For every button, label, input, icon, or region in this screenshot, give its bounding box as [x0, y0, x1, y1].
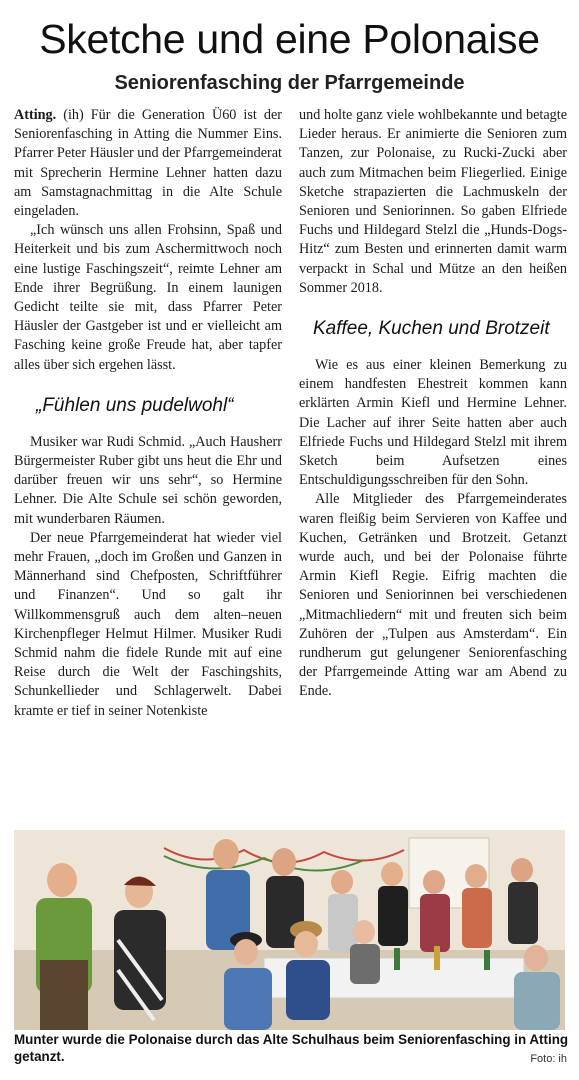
greeting-paragraph: „Ich wünsch uns allen Frohsinn, Spaß und Heiterkeit und bis zum Aschermittwoch noch eine lustige Faschingszeit“, reimte Lehner am Ende ihrer Begrüßung. In einem launigen Gedicht teilte sie mit, dass Pfarrer Peter Häusler der Gastgeber ist und er vielleicht am Fasching keine große Freude hat, aber tapfer alles über sich ergehen lässt. — [14, 222, 282, 373]
section-heading-pudelwohl: „Fühlen uns pudelwohl“ — [36, 394, 234, 416]
continuation-paragraph: und holte ganz viele wohlbekannte und betagte Lieder heraus. Er animierte die Senioren zum Tanzen, zur Polonaise, zu Rucki-Zucki aber auch zum Mitmachen beim Fliegerlied. Einige Sketche strapazierten die Lachmuskeln der Senioren und Seniorinnen. So gaben Elfriede Fuchs und Hildegard Stelzl die „Hunds-Dogs-Hitz“ zum Besten und erinnerten damit warm verpackt in Schal und Mütze an den heißen Sommer 2018. — [299, 107, 567, 296]
photo-caption: Munter wurde die Polonaise durch das Alte Schulhaus beim Seniorenfasching in Atting getanzt. — [14, 1032, 569, 1064]
intro-paragraph — [14, 106, 282, 221]
sketch-paragraph: Wie es aus einer kleinen Bemerkung zu einem handfesten Ehestreit kommen kann erklärten Armin Kiefl und Hermine Lehner. Die Lacher auf ihrer Seite hatten aber auch Elfriede Fuchs und Hildegard Stelzl mit ihrem Sketch beim Aufsetzen eines Entschuldigungsschreiben für den Sohn. — [299, 357, 567, 489]
event-photo — [14, 830, 565, 1030]
photo-credit: Foto: ih — [530, 1053, 567, 1065]
headline: Sketche und eine Polonaise — [39, 16, 540, 62]
article-column-left — [14, 106, 282, 721]
intro-text: (ih) Für die Generation Ü60 ist der Seniorenfasching in Atting die Nummer Eins. Pfarrer Peter Häusler und der Pfarrgemeinderat mit Sprecherin Hermine Lehner hatten dazu am Samstagnachmittag in die Alte Schule eingeladen. — [14, 107, 283, 220]
council-paragraph: Der neue Pfarrgemeinderat hat wieder viel mehr Frauen, „doch im Großen und Ganzen in Männerhand sind Chefposten, Schriftführer und Finanzen“. Und so galt ihr Willkommensgruß auch dem alten–neuen Kirchenpfleger Helmut Hilmer. Musiker Rudi Schmid nahm die fidele Runde mit auf eine Reise durch die Welt der Faschingshits, Schunkellieder und Schlagerwelt. Dabei kramte er tief in seiner Notenkiste — [14, 529, 282, 719]
musician-paragraph: Musiker war Rudi Schmid. „Auch Hausherr Bürgermeister Ruber gibt uns heut die Ehr und darüber freuen wir uns sehr“, so Hermine Lehner. Die Alte Schule sei schön geworden, mit wunderbaren Räumen. — [14, 433, 282, 527]
section-heading-kaffee: Kaffee, Kuchen und Brotzeit — [313, 318, 550, 340]
subheadline: Seniorenfasching der Pfarrgemeinde — [114, 72, 465, 94]
dateline: Atting. — [14, 107, 57, 123]
article-column-right — [299, 106, 567, 702]
closing-paragraph: Alle Mitglieder des Pfarrgemeinderates waren fleißig beim Servieren von Kaffee und Kuchen, Getränken und Brotzeit. Getanzt wurde auch, und bei der Polonaise führte Armin Kiefl Regie. Eifrig machten die Senioren und Seniorinnen bei verschiedenen „Mitmachliedern“ mit und freuten sich beim Zuhören der „Tulpen aus Amsterdam“. Ein rundherum gut gelungener Seniorenfasching der Pfarrgemeinde Atting war am Abend zu Ende. — [299, 491, 567, 700]
polonaise-photo-illustration — [14, 830, 565, 1030]
